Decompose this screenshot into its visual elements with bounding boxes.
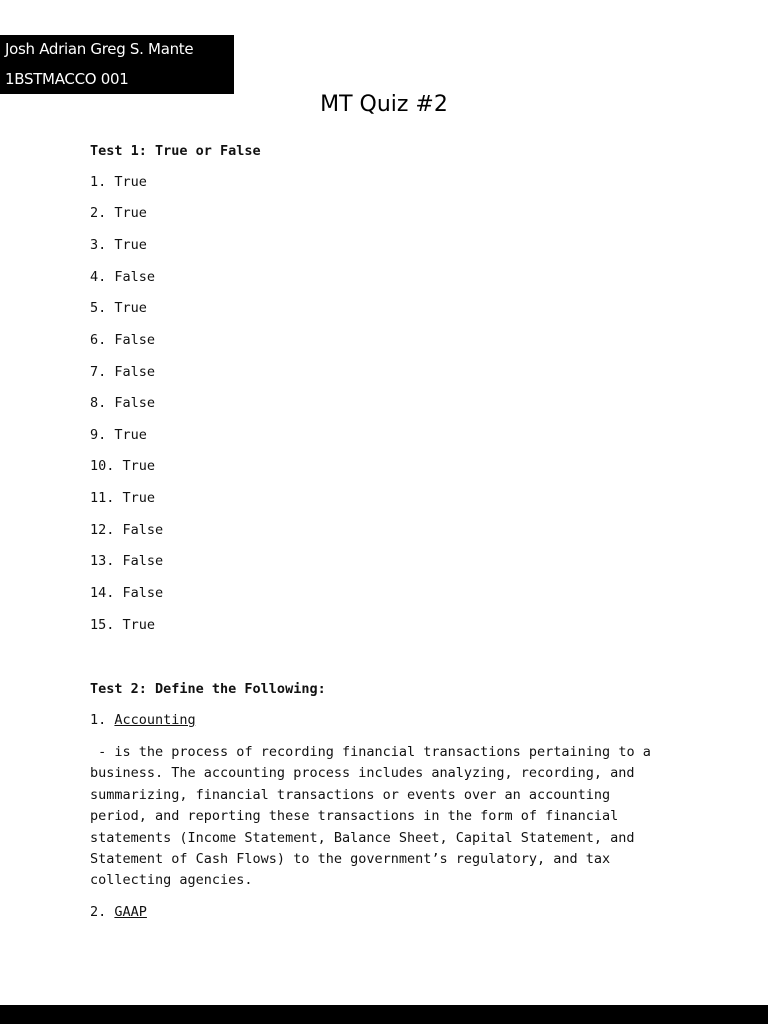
test1-heading: Test 1: True or False [90,143,261,159]
test1-answer: 10. True [90,458,156,474]
test2-term: Accounting [114,712,196,728]
bottom-bar [0,1005,768,1024]
student-section: 1BSTMACCO 001 [5,70,129,88]
test1-answer: 5. True [90,300,147,316]
test1-answer: 12. False [90,522,164,538]
test2-item [90,712,196,728]
student-name: Josh Adrian Greg S. Mante [5,40,194,58]
test2-item [90,904,147,920]
test2-heading: Test 2: Define the Following: [90,681,326,697]
test1-answer: 13. False [90,553,164,569]
test1-answer: 7. False [90,364,156,380]
test1-answer: 8. False [90,395,156,411]
test1-answer: 9. True [90,427,147,443]
test1-answer: 4. False [90,269,156,285]
test1-answer: 3. True [90,237,147,253]
test1-answer: 14. False [90,585,164,601]
test1-answer: 11. True [90,490,156,506]
test1-answer: 15. True [90,617,156,633]
test1-answer: 6. False [90,332,156,348]
test1-answer: 2. True [90,205,147,221]
test2-item-number: 2. [90,904,107,920]
test2-item-number: 1. [90,712,107,728]
quiz-title: MT Quiz #2 [320,92,448,117]
test2-definition: - is the process of recording financial transactions pertaining to a business. The accounting process includes analyzing, recording, and summarizing, financial transactions or events over an accounting period, and reporting these transactions in the form of financial statements (Income Statement, Balance Sheet, Capital Statement, and Statement of Cash Flows) to the government’s regulatory, and tax collecting agencies. [90,744,659,889]
test1-answer: 1. True [90,174,147,190]
test2-term: GAAP [114,904,147,920]
student-info-box [0,35,234,94]
